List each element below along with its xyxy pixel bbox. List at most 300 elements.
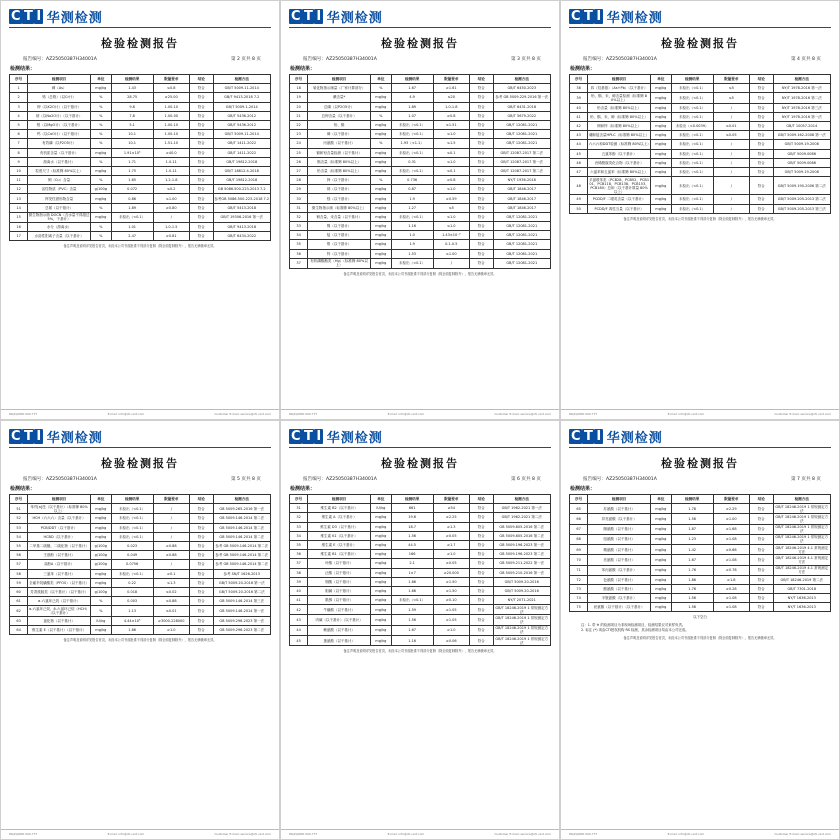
footer-service-email: Customer E-mail: service@cti-cert.com [214, 412, 271, 416]
cell-result: 0.736 [391, 176, 433, 185]
cell-method: GB/T 19812-2018 [213, 157, 270, 166]
cell-method: GB/T 12081-2021 [493, 139, 550, 148]
cell-method: GB/T 5679-2022 [493, 111, 550, 120]
cell-limit: ≥0.68 [713, 545, 750, 555]
col-limit: 限量要求 [153, 75, 190, 84]
cell-method: GB/T 18246-2019 4.1 常规测定方法 [773, 545, 830, 555]
cell-no: 52 [10, 514, 28, 523]
cell-unit: g/100g [90, 560, 111, 569]
cell-limit: ≥20.000 [433, 568, 470, 577]
cell-judgement: 符合 [750, 93, 773, 103]
cell-item: 维生素 K1（以干基计） [308, 531, 371, 540]
cell-no: 28 [290, 176, 308, 185]
cell-item: 微生物指示菌 DOCN（含水量不得超过 5%，干基计） [28, 213, 90, 222]
cell-item: 有效磷（以P2O5计） [28, 139, 91, 148]
table-row [570, 584, 831, 593]
cell-limit: ≥1.08 [713, 555, 750, 565]
table-header-row [570, 495, 831, 504]
cell-no: 22 [290, 120, 308, 129]
cell-limit: ≥0.05 [433, 531, 470, 540]
table-row [570, 112, 831, 121]
cell-judgement: 符合 [190, 194, 213, 203]
cell-judgement: 符合 [190, 625, 213, 634]
cell-unit: % [90, 176, 111, 185]
cell-unit: mg/kg [370, 577, 391, 586]
cell-method: GB/T 12081-2021 [493, 212, 550, 221]
table-row [570, 565, 831, 575]
cell-item: 维生素 A（以干基计） [308, 513, 371, 522]
cell-item: 铅、镉、汞、砷（标准筛 80%以上） [588, 112, 651, 121]
cell-limit: ≥1.3 [433, 522, 470, 531]
footer-email: E-mail: info@cti-cert.com [387, 412, 425, 416]
cell-unit: mg/kg [650, 594, 671, 603]
cell-method: GB/T 18246-2019 1 常规测定方法 [493, 635, 550, 645]
cell-unit: mg/kg [370, 194, 391, 203]
cell-method: GB/T 18246-2019 1 常规测定方法 [773, 504, 830, 514]
cell-result: 未检出（<0.1） [111, 569, 153, 578]
cell-item: 烟酸（以干基计） [308, 577, 371, 586]
cell-unit: mg/kg [90, 625, 111, 634]
cell-no: 65 [570, 504, 588, 514]
cell-judgement: 符合 [750, 534, 773, 544]
cell-limit: ≤0.1 [433, 148, 470, 157]
cell-judgement: 符合 [190, 597, 213, 606]
cell-method: GB/T 18246-2019 4.1 常规测定方法 [773, 555, 830, 565]
cell-result: 未检出（<0.1） [671, 149, 713, 158]
cell-method: 参考GB 5086.500-223-2018 7.2 [213, 194, 270, 203]
cell-method: GB/T 5009.20-2016 [493, 586, 550, 595]
cell-no: 26 [290, 157, 308, 166]
cell-unit: mg/kg [370, 559, 391, 568]
table-row [570, 514, 831, 524]
table-body-0 [10, 84, 271, 241]
cell-unit: % [370, 176, 391, 185]
cell-limit: ≥1.50 [433, 577, 470, 586]
table-row [10, 541, 271, 550]
cell-judgement: 符合 [470, 249, 493, 258]
cell-result: 未检出（<0.1） [671, 112, 713, 121]
col-result: 检测结果 [671, 75, 713, 84]
page-title: 检验检测报告 [381, 457, 459, 470]
cell-judgement: 符合 [190, 176, 213, 185]
cell-limit: ≥1.08 [713, 594, 750, 603]
col-judgement: 结论 [750, 75, 773, 84]
cell-unit: mg/kg [650, 534, 671, 544]
footer-email: E-mail: info@cti-cert.com [107, 832, 145, 836]
table-row [290, 559, 551, 568]
table-row [290, 194, 551, 203]
results-table [9, 74, 271, 241]
cell-unit: mg/kg [370, 148, 391, 157]
table-row [10, 93, 271, 102]
cell-result: 1.0 [391, 231, 433, 240]
cell-unit: mg/kg [650, 584, 671, 593]
col-unit: 单位 [650, 75, 671, 84]
table-row [290, 531, 551, 540]
cell-item: 硼和锰含量HPLC（标准筛 80%以上） [588, 131, 651, 140]
cell-unit: g/100g [90, 541, 111, 550]
cell-no: 33 [290, 522, 308, 531]
cell-result: 4.9 [391, 93, 433, 102]
cell-judgement: 符合 [470, 605, 493, 615]
table-row [290, 258, 551, 268]
cell-limit: 1.00-10 [153, 102, 190, 111]
cell-judgement: 符合 [190, 185, 213, 194]
cell-limit: ≥1.05 [433, 605, 470, 615]
page-title: 检验检测报告 [101, 457, 179, 470]
cell-result: 7.8 [111, 111, 153, 120]
table-row [10, 166, 271, 175]
cell-result: 未检出（<0.1） [671, 84, 713, 93]
table-row [10, 185, 271, 194]
cell-limit: / [713, 140, 750, 149]
table-row [290, 596, 551, 605]
cell-limit: 1.0-11 [153, 157, 190, 166]
cell-method: GB/T 6431-2018 [493, 102, 550, 111]
page-footer [1, 829, 279, 836]
cell-judgement: 符合 [470, 240, 493, 249]
cell-method: NY/T 1936-2018 [493, 176, 550, 185]
table-row [570, 204, 831, 213]
cell-result: 1.78 [671, 504, 713, 514]
cell-limit: ≤0.02 [153, 587, 190, 596]
report-page [560, 0, 840, 420]
cell-result: 1.67 [671, 555, 713, 565]
cell-limit: / [713, 167, 750, 176]
cell-result: 1.01 [111, 223, 153, 232]
cell-limit: ≤1.0 [433, 157, 470, 166]
cell-result: 1.91×10³ [111, 148, 153, 157]
cell-item: 组氨酸（以干基计） [588, 534, 651, 544]
cell-unit: mg/kg [650, 93, 671, 103]
cell-judgement: 符合 [190, 120, 213, 129]
table-row [570, 534, 831, 544]
table-row [570, 158, 831, 167]
cti-logo-icon: C T I [291, 8, 321, 24]
cell-method: GB/T 1411-2022 [213, 148, 270, 157]
table-row [290, 522, 551, 531]
cell-judgement: 符合 [190, 587, 213, 596]
cell-unit: % [90, 130, 111, 139]
cell-unit: % [370, 111, 391, 120]
cell-judgement: 符合 [750, 121, 773, 130]
table-row [290, 166, 551, 175]
cell-judgement: 符合 [470, 513, 493, 522]
cell-limit: ≥0.80 [153, 203, 190, 212]
cell-result: 166 [391, 550, 433, 559]
cell-judgement: 符合 [470, 111, 493, 120]
cell-judgement: 符合 [190, 148, 213, 157]
cell-item: 胆碱（以干基计） [308, 586, 371, 595]
cell-limit: 1.0-1.8 [433, 102, 470, 111]
footer-email: E-mail: info@cti-cert.com [667, 832, 705, 836]
cell-unit: mg/kg [650, 555, 671, 565]
cell-unit: mg/kg [370, 540, 391, 549]
cell-judgement: 符合 [190, 551, 213, 560]
footer-service-email: Customer E-mail: service@cti-cert.com [214, 832, 271, 836]
cell-judgement: 符合 [470, 203, 493, 212]
cell-limit: ≤0.8 [153, 84, 190, 93]
cell-item: 六六六和DDT检测（标准筛 80%以上） [588, 140, 651, 149]
cell-unit: mg/kg [650, 121, 671, 130]
cell-result: 未检出（<0.1） [671, 195, 713, 204]
report-number: 报告编号：AZ25050387H34001A [23, 477, 97, 482]
cell-method: 参考 GB 5009.146-2014 第二法 [213, 541, 270, 550]
cell-no: 45 [290, 635, 308, 645]
cell-no: 2 [10, 93, 28, 102]
cell-unit: mg/kg [370, 249, 391, 258]
cell-no: 66 [570, 514, 588, 524]
cell-limit: ≥2.29 [713, 504, 750, 514]
cell-method: GB/T 18812.4-2018 [213, 166, 270, 175]
page-label: 第 5 页共 8 页 [230, 477, 261, 482]
cell-no: 18 [290, 84, 308, 93]
cell-method: NY/T 2071-2021 [493, 596, 550, 605]
cell-item: 六氯苯和五氯苯（标准筛 80%以上） [588, 167, 651, 176]
cell-judgement: 符合 [750, 504, 773, 514]
cell-unit: mg/kg [650, 545, 671, 555]
report-meta [289, 476, 551, 482]
cell-unit: mg/kg [650, 149, 671, 158]
col-no: 序号 [570, 495, 588, 504]
brand-name: 华测检测 [326, 10, 383, 26]
cell-limit: ≥0.28 [713, 584, 750, 593]
cell-unit: mg/kg [370, 605, 391, 615]
cell-limit: ≤5 [713, 93, 750, 103]
cell-method: GB/T 12081-2021 [493, 130, 550, 139]
cell-unit: mg/kg [370, 586, 391, 595]
results-section-label: 检测结果： [290, 66, 316, 72]
cell-unit: mg/kg [650, 504, 671, 514]
cell-limit: ≤0.01 [153, 606, 190, 616]
col-result: 检测结果 [671, 495, 713, 504]
cell-method: GB/T 18246-2019 1 常规测定方法 [773, 514, 830, 524]
page-label: 第 6 页共 8 页 [510, 477, 541, 482]
cell-unit: mg/kg [370, 635, 391, 645]
cell-item: 挥发性固形物含量 [28, 194, 91, 203]
cell-judgement: 符合 [470, 550, 493, 559]
col-result: 检测结果 [111, 75, 153, 84]
page-label: 第 3 页共 8 页 [510, 57, 541, 62]
cell-method: GB/T 12087-2017 第一法 [493, 157, 550, 166]
cell-no: 38 [290, 568, 308, 577]
table-row [290, 577, 551, 586]
table-row [290, 504, 551, 513]
cell-item: 钠（以Na2O计）（以干基计） [28, 111, 91, 120]
cell-item: α-六氯环己烷（以干基计） [28, 597, 91, 606]
cell-limit: / [433, 258, 470, 268]
cell-item: 铅含量（标准筛 80%以上） [588, 103, 651, 112]
cell-unit: % [370, 139, 391, 148]
cell-method: GB/T 12087-2017 第二法 [493, 166, 550, 175]
cell-method: GB/T 5436-2012 [213, 120, 270, 129]
cell-result: 未检出（<0.1） [671, 131, 713, 140]
page-title: 检验检测报告 [661, 457, 739, 470]
cell-judgement: 符合 [750, 167, 773, 176]
cell-limit: ≥1.50 [433, 586, 470, 595]
cell-result: 未检出（<0.1） [391, 596, 433, 605]
header-divider [9, 27, 271, 28]
col-method: 检测方法 [773, 75, 830, 84]
table-header-row [290, 75, 551, 84]
cell-unit: mg/kg [370, 212, 391, 221]
page-label: 第 4 页共 8 页 [790, 57, 821, 62]
cell-judgement: 符合 [750, 545, 773, 555]
col-judgement: 结论 [190, 75, 213, 84]
cell-limit: / [153, 523, 190, 532]
cell-result: 2.1 [391, 559, 433, 568]
cell-no: 9 [10, 157, 28, 166]
table-header-row [10, 75, 271, 84]
cell-judgement: 符合 [750, 149, 773, 158]
table-row [10, 111, 271, 120]
table-row [290, 605, 551, 615]
table-row [290, 185, 551, 194]
cell-item: 维生素 D3（以干基计） [308, 522, 371, 531]
cell-limit: ≤1.00 [153, 194, 190, 203]
cell-result: 未检出（<0.1） [111, 532, 153, 541]
cell-item: 总磷（以P2O5计） [308, 102, 371, 111]
page-header [289, 427, 551, 445]
cell-method: GB/T 7301-2018 [773, 584, 830, 593]
cti-logo-icon: C T I [11, 8, 41, 24]
cell-unit: mg/kg [650, 575, 671, 584]
cell-no: 5 [10, 120, 28, 129]
page-title: 检验检测报告 [101, 37, 179, 50]
cell-judgement: 符合 [470, 540, 493, 549]
cell-no: 54 [10, 532, 28, 541]
cell-unit: mg/kg [370, 240, 391, 249]
cell-unit: mg/kg [90, 569, 111, 578]
report-page [0, 0, 280, 420]
cell-result: 1.43 [111, 84, 153, 93]
cell-item: 壬基酚（以干基计） [28, 551, 91, 560]
table-row [10, 587, 271, 596]
cell-item: 钼（以干基计） [308, 240, 371, 249]
table-row [10, 551, 271, 560]
cell-limit: ≤1.0 [433, 185, 470, 194]
cell-limit: ≥3000-228000 [153, 616, 190, 625]
cell-item: 钠（以干基计） [308, 185, 371, 194]
table-header-row [290, 495, 551, 504]
cell-unit: g/100g [90, 587, 111, 596]
cell-unit: mg/kg [650, 112, 671, 121]
footer-email: E-mail: info@cti-cert.com [667, 412, 705, 416]
table-row [10, 212, 271, 222]
cell-method: GB/T 9413-2018 7.2 [213, 93, 270, 102]
cell-method: GB/T 9413-2018 [213, 223, 270, 232]
cell-method: GB 5009.146-2014 第二法 [213, 532, 270, 541]
cell-item: 氧化物指示菌量（厂家计算部分） [308, 84, 371, 93]
cell-no: 30 [290, 194, 308, 203]
table-row [570, 93, 831, 103]
cell-no: 34 [290, 231, 308, 240]
table-row [570, 131, 831, 140]
cell-method: GB 5009.210-2016 第一法 [493, 568, 550, 577]
col-item: 检测项目 [308, 75, 371, 84]
col-method: 检测方法 [213, 495, 270, 504]
cell-no: 32 [290, 513, 308, 522]
cell-limit: ≥2.25 [433, 513, 470, 522]
cell-judgement: 符合 [470, 577, 493, 586]
cell-method: GB/T 12081-2021 [493, 231, 550, 240]
cell-method: GB/T 6434-2022 [213, 232, 270, 241]
cell-limit: ≥1.68 [713, 524, 750, 534]
cell-unit: mg/kg [370, 596, 391, 605]
cell-limit: ≤20 [433, 93, 470, 102]
cell-no: 25 [290, 148, 308, 157]
cell-unit: mg/kg [370, 231, 391, 240]
cell-judgement: 符合 [470, 84, 493, 93]
cell-item: 芳香族胺类（以干基计）（以干基计） [28, 587, 91, 596]
table-row [570, 575, 831, 584]
table-row [290, 625, 551, 635]
col-judgement: 结论 [750, 495, 773, 504]
cell-no: 27 [290, 166, 308, 175]
cell-item: 二甲基二硫醚、二硫化物（以干基计） [28, 541, 91, 550]
footer-phone: 86(0)4000-500-777 [569, 832, 598, 836]
cell-limit: ≥40.0 [153, 148, 190, 157]
cell-judgement: 符合 [470, 212, 493, 221]
cell-result: 0.003 [111, 597, 153, 606]
cell-item: 丙烯酰胺类化合物（以干基计） [588, 158, 651, 167]
cell-method: GB/T 18246-2019 1 常规测定方法 [773, 524, 830, 534]
page-note: 备注声明及说明详见报告首页，未经本公司书面批准不得部分复制（除全面复制除外），报告无骑缝章无效。 [623, 216, 777, 221]
cell-result: 4.44×10⁵ [111, 616, 153, 625]
cell-unit: mg/kg [650, 131, 671, 140]
cell-unit: mg/kg [650, 167, 671, 176]
cell-result: 1.23 [671, 534, 713, 544]
cell-no: 41 [290, 596, 308, 605]
page-label: 第 2 页共 8 页 [230, 57, 261, 62]
cell-item: 丝氨酸（以干基计）（以干基计） [588, 603, 651, 612]
cell-limit: 0.1-0.5 [433, 240, 470, 249]
footer-phone: 86(0)4000-500-777 [9, 832, 38, 836]
cell-limit: / [713, 204, 750, 213]
cell-item: 锌（以干基计） [308, 249, 371, 258]
cell-item: 维生素 B1（以干基计） [308, 550, 371, 559]
cell-limit: ≥25.00 [153, 93, 190, 102]
cell-unit: mg/kg [650, 84, 671, 93]
cell-result: 未检出（<0.1） [391, 212, 433, 221]
cell-method: GB/T 5009.190-2006 第二法 [773, 177, 830, 195]
cell-unit: mg/kg [370, 102, 391, 111]
cell-result: 未检出（<0.1） [391, 166, 433, 175]
cell-result: 1.86 [671, 575, 713, 584]
table-row [290, 111, 551, 120]
cell-result: 未检出（<0.1） [111, 212, 153, 222]
cell-limit: ≤1.0 [433, 222, 470, 231]
cell-limit: / [153, 560, 190, 569]
cell-no: 31 [290, 504, 308, 513]
cell-judgement: 符合 [190, 157, 213, 166]
cell-no: 36 [290, 550, 308, 559]
page-note: 备注声明及说明详见报告首页，未经本公司书面批准不得部分复制（除全面复制除外），报告无骑缝章无效。 [623, 636, 777, 640]
page-footer [561, 409, 839, 416]
cell-no: 40 [290, 586, 308, 595]
page-title: 检验检测报告 [381, 37, 459, 50]
col-unit: 单位 [650, 495, 671, 504]
cell-judgement: 符合 [190, 514, 213, 523]
cell-result: 1.07 [391, 111, 433, 120]
cell-method: GB/T 5009.162-2008 第一法 [773, 131, 830, 140]
cell-limit: ≤1.00 [433, 249, 470, 258]
cell-no: 4 [10, 111, 28, 120]
tail-note-2: 2. 标注 (*) 项由CTI授权机构 RS 检测，其余检测项目均由本公司完成。 [581, 628, 689, 633]
cell-limit: ≤0.1 [433, 166, 470, 175]
cell-limit: / [713, 149, 750, 158]
cell-item: 全氟辛烷磺酸类（PFOS）（以干基计） [28, 578, 91, 587]
